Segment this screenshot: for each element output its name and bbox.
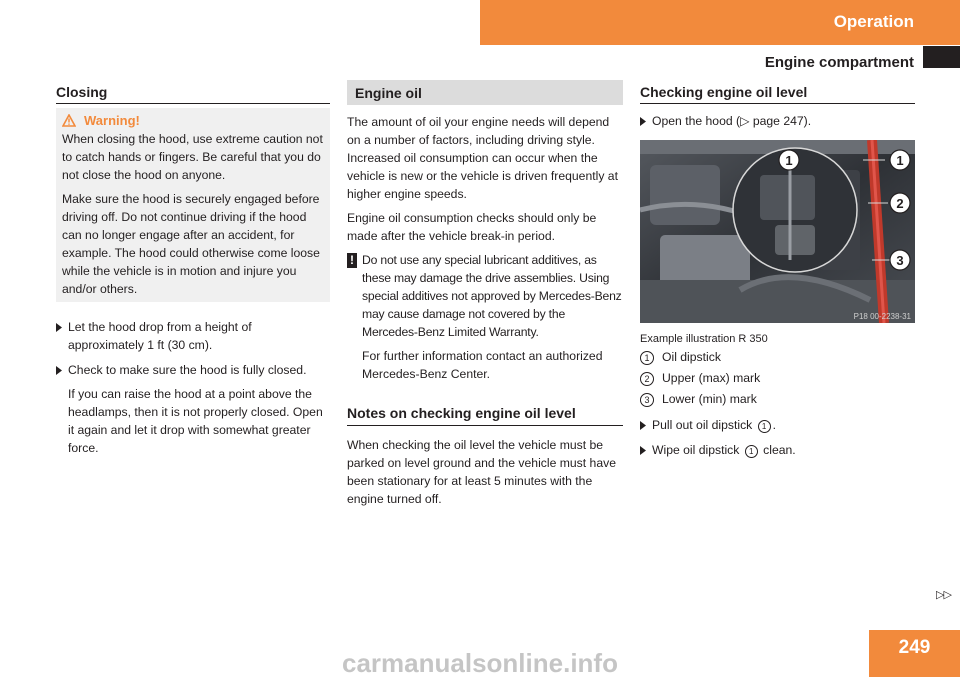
checking-step-2 [640, 416, 915, 434]
step-3-text-pre: Wipe oil dipstick [652, 443, 740, 457]
closing-step-2-note: If you can raise the hood at a point above the headlamps, then it is not properly closed. Open it again and let it drop with somewhat greater force. [68, 387, 323, 455]
engine-oil-text-1: The amount of oil your engine needs will depend on a number of factors, including driving style. Increased oil consumption can occur when the vehicle is new or the vehicle is driven frequently at higher engine speeds. [347, 115, 618, 201]
figure-reference: P18 00-2238-31 [853, 312, 911, 321]
checking-step-1 [640, 112, 915, 130]
page-title: Engine compartment [764, 54, 914, 71]
legend-number: 2 [640, 372, 654, 386]
callout-1-photo-label: 1 [785, 153, 793, 168]
legend-label: Upper (max) mark [662, 371, 761, 385]
callout-1-dipstick-label: 1 [896, 153, 904, 168]
step-arrow-icon [56, 323, 62, 332]
caution-text-2: For further information contact an authorized Mercedes-Benz Center. [362, 349, 603, 381]
notes-text: When checking the oil level the vehicle must be parked on level ground and the vehicle must have been stationary for at least 5 minutes with the engine turned off. [347, 438, 616, 506]
closing-step-2 [56, 361, 330, 457]
engine-photo [640, 140, 915, 323]
step-3-number: 1 [745, 445, 758, 458]
engine-illustration [640, 140, 915, 323]
step-arrow-icon [640, 117, 646, 126]
section-title: Operation [833, 12, 914, 31]
step-arrow-icon [56, 366, 62, 375]
notes-heading: Notes on checking engine oil level [347, 405, 623, 426]
callout-1-photo [779, 150, 799, 170]
caution-text-1: Do not use any special lubricant additives, as these may damage the drive assemblies. Using special additives not approved by Mercedes-Benz may cause damage not covered by the Mercedes-Benz Limited Warranty. [362, 253, 622, 339]
continued-icon: ▷▷ [936, 589, 951, 601]
closing-step-1 [56, 318, 330, 354]
warning-title [62, 113, 324, 128]
legend-item-3 [640, 391, 915, 408]
warning-text-1: When closing the hood, use extreme caution not to catch hands or fingers. Be careful that you do not close the hood on anyone. [62, 132, 323, 182]
warning-text-2: Make sure the hood is securely engaged before driving off. Do not continue driving if the hood can no longer engage after an accident, for example. The hood could otherwise come loose while the vehicle is in motion and injure you and/or others. [62, 192, 320, 296]
legend-number: 3 [640, 393, 654, 407]
step-3-text-post: clean. [763, 443, 796, 457]
closing-heading: Closing [56, 80, 330, 104]
checking-step-1-text: Open the hood (▷ page 247). [652, 114, 812, 128]
warning-box [56, 108, 330, 302]
closing-step-2-text: Check to make sure the hood is fully closed. [68, 363, 307, 377]
step-arrow-icon [640, 446, 646, 455]
legend-label: Oil dipstick [662, 350, 721, 364]
callout-3 [890, 250, 910, 270]
legend-item-2 [640, 370, 915, 387]
step-2-number: 1 [758, 420, 771, 433]
checking-step-3-text [652, 441, 915, 459]
step-2-text-pre: Pull out oil dipstick [652, 418, 753, 432]
warning-icon [62, 114, 76, 127]
checking-heading: Checking engine oil level [640, 80, 915, 104]
callout-2 [890, 193, 910, 213]
watermark: carmanualsonline.info [342, 648, 618, 678]
figure-caption: Example illustration R 350 [640, 333, 768, 345]
legend-label: Lower (min) mark [662, 392, 757, 406]
column-closing [56, 80, 330, 457]
engine-oil-text-2: Engine oil consumption checks should only be made after the vehicle break-in period. [347, 211, 597, 243]
column-engine-oil [347, 80, 623, 508]
legend-number: 1 [640, 351, 654, 365]
checking-step-2-text [652, 416, 915, 434]
caution-icon: ! [347, 253, 357, 268]
callout-1-dipstick [890, 150, 910, 170]
callout-3-label: 3 [896, 253, 904, 268]
callout-2-label: 2 [896, 196, 904, 211]
legend-item-1 [640, 349, 915, 366]
warning-title-text: Warning! [84, 113, 140, 128]
column-checking [640, 80, 915, 459]
checking-step-3 [640, 441, 915, 459]
step-2-text-post: . [772, 418, 777, 432]
engine-oil-heading: Engine oil [347, 80, 623, 105]
caution-note [347, 251, 623, 383]
header-marker [923, 46, 960, 68]
closing-step-1-text: Let the hood drop from a height of approximately 1 ft (30 cm). [68, 320, 252, 352]
step-arrow-icon [640, 421, 646, 430]
page-number: 249 [898, 637, 931, 658]
